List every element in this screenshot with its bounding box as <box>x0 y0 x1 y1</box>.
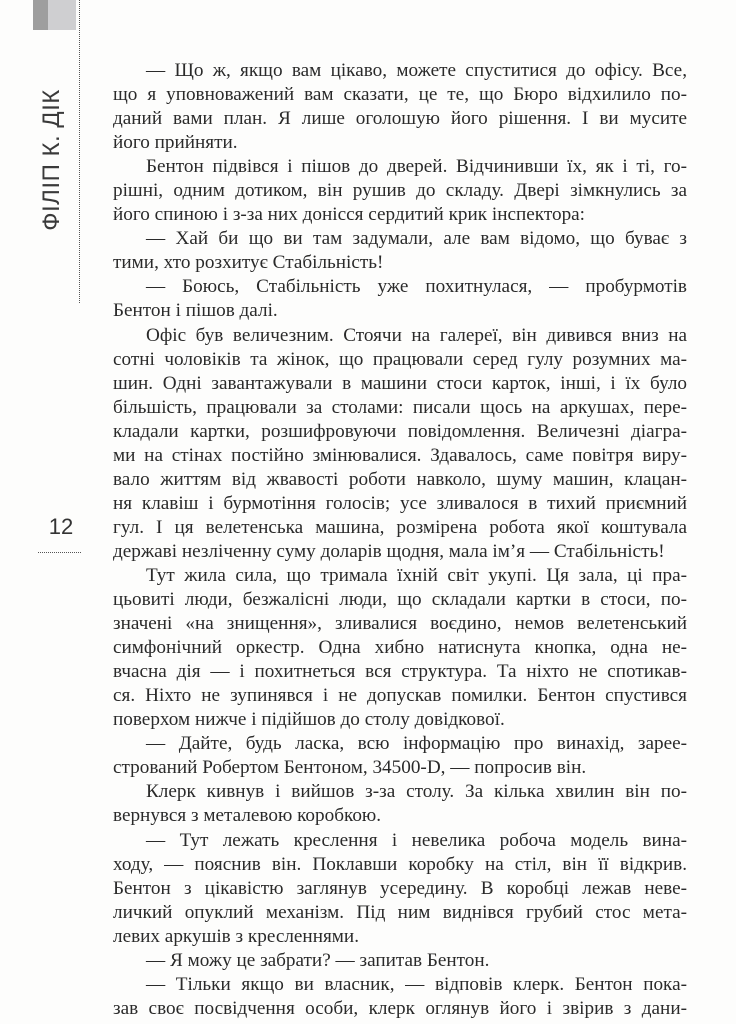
text-line: ня клавіш і бурмотіння голосів; усе зливалося в тихий приємний <box>113 492 687 514</box>
text-line: — Що ж, якщо вам цікаво, можете спуститися до офісу. Все, <box>146 60 687 81</box>
paragraph <box>113 780 687 828</box>
text-line: зав своє посвідчення особи, клерк оглянув його і звірив з дани- <box>113 997 687 1019</box>
paragraph <box>113 949 687 973</box>
text-line: — Тут лежать креслення і невелика робоча модель вина- <box>146 829 687 851</box>
paragraph <box>113 275 687 323</box>
text-line: кладали картки, розшифровуючи повідомлення. Величезні діагра- <box>113 420 687 442</box>
paragraph <box>113 829 687 949</box>
text-line: тими, хто розхитує Стабільність! <box>113 252 384 274</box>
paragraph <box>113 564 687 732</box>
text-line: що я уповноважений вам сказати, це те, що Бюро відхилило по- <box>113 84 687 106</box>
body-text <box>113 59 687 1021</box>
text-line: даний вами план. Я лише оголошую його рішення. І ви мусите <box>113 108 687 130</box>
running-head-author: ФІЛІП К. ДІК <box>38 89 65 231</box>
text-line: Бентон підвівся і пішов до дверей. Відчинивши їх, як і ті, го- <box>146 156 687 178</box>
text-line: гул. І ця велетенська машина, розмірена робота якої коштувала <box>113 516 687 538</box>
text-line: стрований Робертом Бентоном, 34500-D, — попросив він. <box>113 757 587 779</box>
text-line: рішні, одним дотиком, він рушив до складу. Двері зімкнулись за <box>113 180 687 202</box>
chapter-tab-marker <box>33 0 76 30</box>
text-line: личкий опуклий механізм. Під ним виднівся грубий стос мета- <box>113 901 687 923</box>
text-line: — Дайте, будь ласка, всю інформацію про винахід, зарее- <box>146 733 687 755</box>
text-line: поверхом нижче і підійшов до столу довідкової. <box>113 709 505 731</box>
text-line: — Я можу це забрати? — запитав Бентон. <box>146 949 490 971</box>
text-line: ходу, — пояснив він. Поклавши коробку на стіл, він її відкрив. <box>113 853 687 875</box>
text-line: — Боюсь, Стабільність уже похитнулася, — пробурмотів <box>146 276 687 298</box>
text-line: вчасна дія — і похитнеться вся структура. Та ніхто не спотикав- <box>113 661 687 683</box>
text-line: вернувся з металевою коробкою. <box>113 805 382 827</box>
text-line: ся. Ніхто не зупинявся і не допускав помилки. Бентон спустився <box>113 685 687 707</box>
text-line: левих аркушів з кресленнями. <box>113 925 359 947</box>
text-line: більшість, працювали за столами: писали щось на аркушах, пере- <box>113 396 687 418</box>
text-line: Клерк кивнув і вийшов з-за столу. За кілька хвилин він по- <box>146 781 687 803</box>
text-line: Тут жила сила, що тримала їхній світ укупі. Ця зала, ці пра- <box>146 564 687 586</box>
text-line: його спиною і з-за них донісся сердитий крик інспектора: <box>113 204 586 226</box>
text-line: ми на стінах постійно змінювалися. Здавалось, саме повітря виру- <box>113 444 687 466</box>
text-line: — Тільки якщо ви власник, — відповів клерк. Бентон пока- <box>146 973 687 995</box>
text-line: — Хай би що ви там задумали, але вам відомо, що буває з <box>146 228 687 250</box>
vertical-dotted-rule <box>79 0 80 303</box>
text-line: вало життям від жвавості роботи навколо, шуму машин, клацан- <box>113 468 687 490</box>
text-line: цьовиті люди, безжалісні люди, що складали картки в стоси, по- <box>113 589 687 611</box>
text-line: сотні чоловіків та жінок, що працювали серед гулу розумних ма- <box>113 348 687 370</box>
text-line: його прийняти. <box>113 132 238 154</box>
text-line: Бентон з цікавістю заглянув усередину. В коробці лежав неве- <box>113 877 687 899</box>
paragraph <box>113 973 687 1021</box>
page-number: 12 <box>48 514 74 539</box>
paragraph <box>113 59 687 155</box>
paragraph <box>113 155 687 227</box>
text-line: Бентон і пішов далі. <box>113 300 278 322</box>
text-line: державі незліченну суму доларів щодня, мала ім’я — Стабільність! <box>113 540 665 562</box>
paragraph <box>113 324 687 564</box>
horizontal-dotted-rule <box>38 552 81 553</box>
paragraph <box>113 732 687 780</box>
text-line: шин. Одні завантажували в машини стоси карток, інші, і їх було <box>113 372 687 394</box>
text-line: Офіс був величезним. Стоячи на галереї, він дивився вниз на <box>146 324 687 346</box>
paragraph <box>113 227 687 275</box>
text-line: симфонічний оркестр. Одна хибно натиснута кнопка, одна не- <box>113 637 687 659</box>
text-line: значені «на знищення», зливалися воєдино, немов велетенський <box>113 613 687 635</box>
